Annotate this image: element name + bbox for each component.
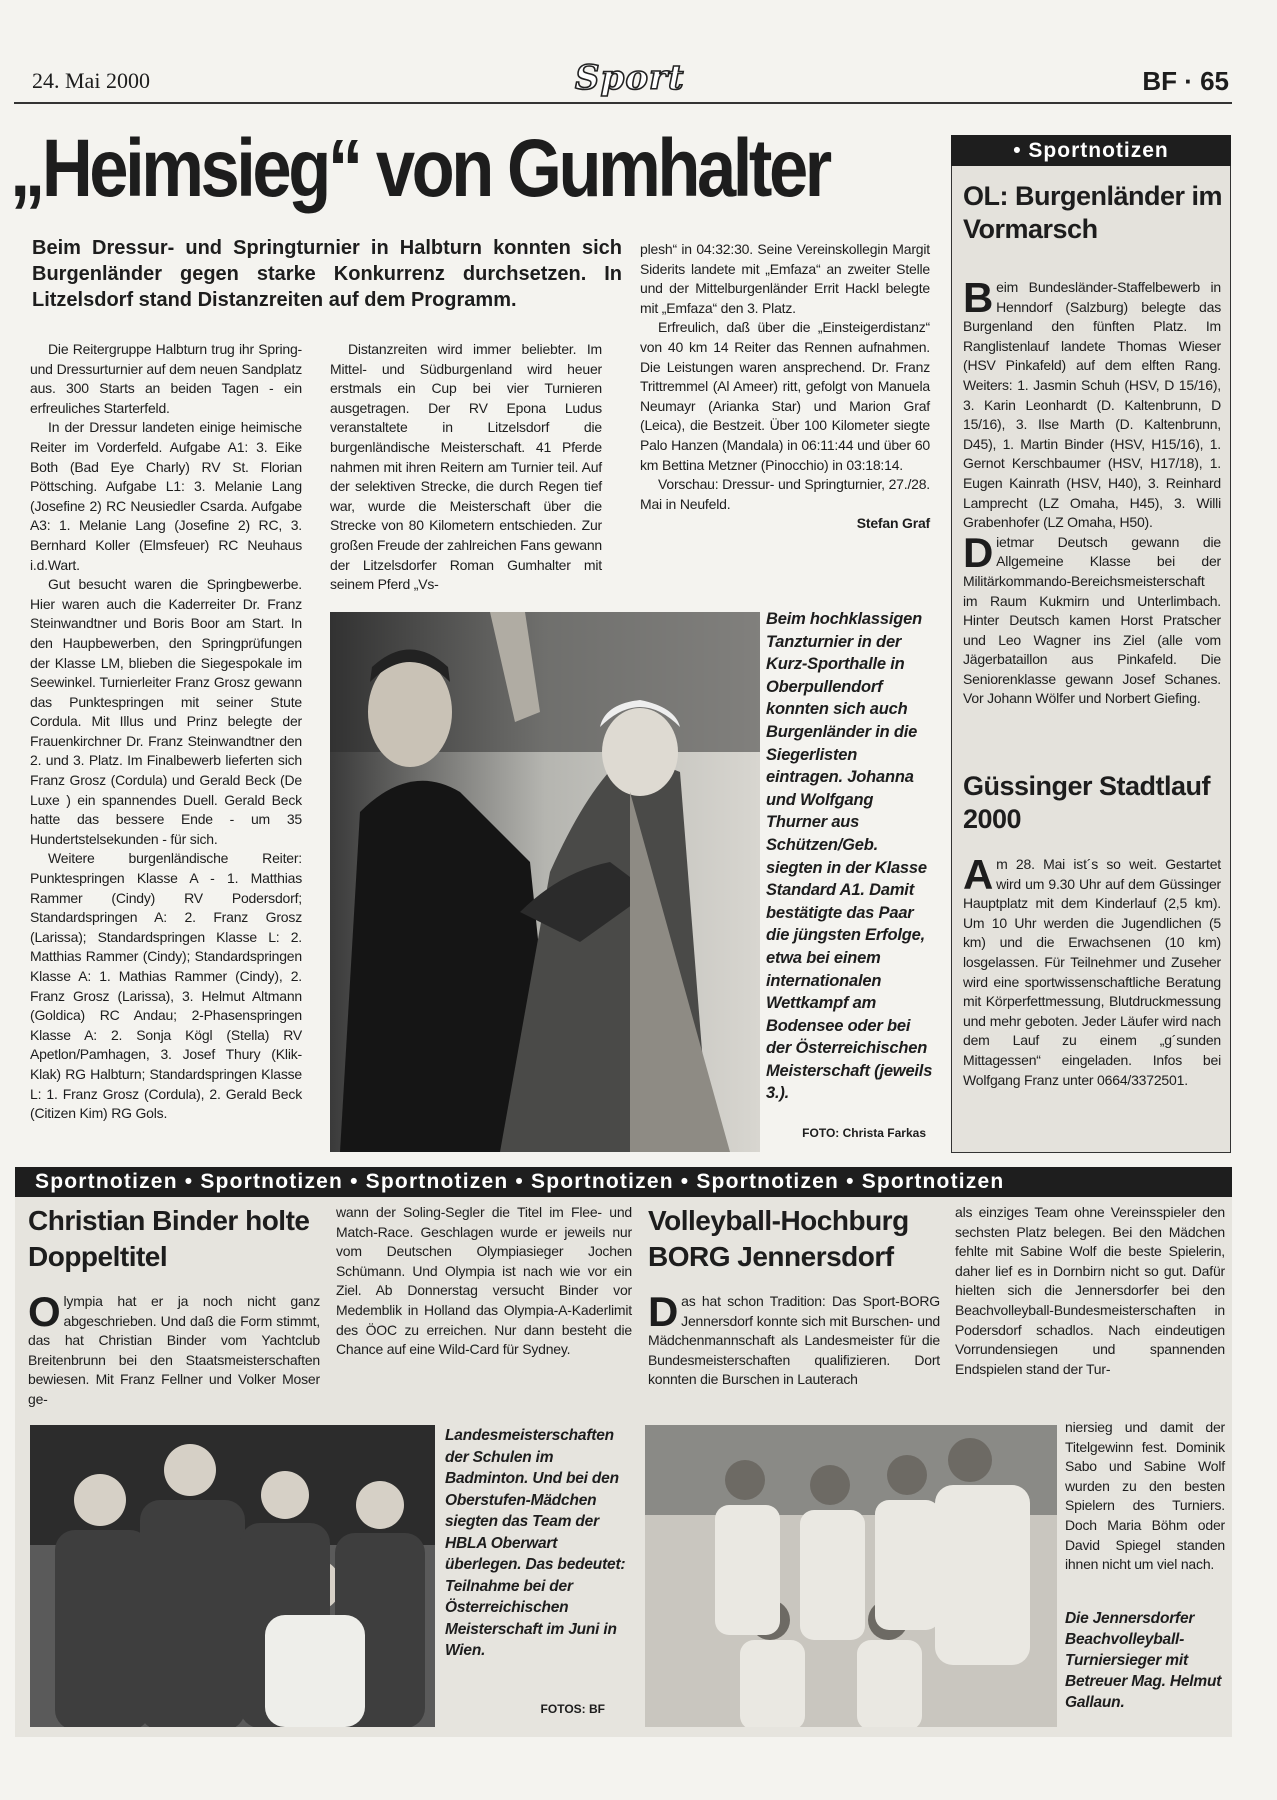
- volleyball-text-1: Das hat schon Tradition: Das Sport-BORG Jennersdorf konnte sich mit Burschen- und Mädchenmannschaft als Landesmeister für die Bundesmeisterschaften qualifizieren. Dort konnten die Burschen in Lauterach: [648, 1288, 940, 1388]
- volleyball-text-2: als einziges Team ohne Vereinsspieler den sechsten Platz belegen. Bei den Mädchen fehlte mit Sabine Wolf die beste Spielerin, daher lief es in Dornbirn nicht so gut. Dafür hielten sich die Jennersdorfer bei den Beachvolleyball-Bundesmeisterschaften in Podersdorf schadlos. Nach eindeutigen Vorrundensiegen und spannenden Endspielen stand der Tur-: [955, 1204, 1225, 1377]
- drop-cap: B: [963, 274, 994, 321]
- header-rule: [14, 102, 1232, 104]
- volleyball-caption: Die Jennersdorfer Beachvolleyball-Turniersieger mit Betreuer Mag. Helmut Gallaun.: [1065, 1610, 1222, 1711]
- section-title: Sport: [575, 58, 685, 98]
- drop-cap: D: [648, 1288, 679, 1335]
- badminton-photo: [30, 1425, 435, 1727]
- volleyball-text-3: niersieg und damit der Titelgewinn fest. Dominik Sabo und Sabine Wolf wurden zu den besten Spielern des Turniers. Doch Maria Böhm oder David Spiegel standen ihnen nicht um viel nach.: [1065, 1419, 1225, 1573]
- binder-text-1: Olympia hat er ja noch nicht ganz abgeschrieben. Und daß die Form stimmt, das hat Christian Binder vom Yachtclub Breitenbrunn bei den Staatsmeisterschaften bewiesen. Mit Franz Fellner und Volker Moser ge-: [28, 1288, 320, 1407]
- main-headline: „Heimsieg“ von Gumhalter: [10, 123, 829, 214]
- byline: Stefan Graf: [856, 515, 930, 532]
- paragraph: Vorschau: Dressur- und Springturnier, 27./28. Mai in Neufeld.: [640, 476, 930, 512]
- paragraph: Die Reitergruppe Halbturn trug ihr Spring- und Dressurturnier auf dem neuen Sandplatz aus. 300 Starts an beiden Tagen - ein erfreuliches Starterfeld.: [30, 341, 302, 416]
- paragraph: plesh“ in 04:32:30. Seine Vereinskollegin Margit Siderits landete mit „Emfaza“ an zweiter Stelle und der Mittelburgenländer Errit Hackl belegte mit „Emfaza“ den 3. Platz.: [640, 241, 930, 316]
- sportnotizen-header: • Sportnotizen: [951, 135, 1231, 166]
- story1-text-2: Dietmar Deutsch gewann die Allgemeine Klasse bei der Militärkommando-Bereichsmeisterschaft im Raum Kukmirn und Unterlimbach. Hinter Deutsch kamen Horst Pratscher und Leo Wagner ins Ziel (alle vom Jägerbataillon aus Pinkafeld. Die Seniorenklasse gewann Josef Schanes. Vor Johann Wölfer und Norbert Giefing.: [963, 528, 1221, 707]
- drop-cap: O: [28, 1288, 61, 1335]
- sidebar-story2-title: Güssinger Stadtlauf 2000: [963, 771, 1211, 834]
- sidebar-story1-body: [963, 274, 1221, 709]
- sidebar-story1-title: OL: Burgenländer im Vormarsch: [963, 181, 1223, 244]
- article-column-3: [640, 240, 930, 534]
- binder-title: Christian Binder holte Doppeltitel: [28, 1205, 310, 1272]
- dance-photo-caption: Beim hochklassigen Tanzturnier in der Kurz-Sporthalle in Oberpullendorf konnten sich auch Burgenländer in die Siegerlisten eintragen. Johanna und Wolfgang Thurner aus Schützen/Geb. siegten in der Klasse Standard A1. Damit bestätigte das Paar die jüngsten Erfolge, etwa bei einem internationalen Wettkampf am Bodensee oder bei der Österreichischen Meisterschaft (jeweils 3.).: [766, 610, 933, 1103]
- volleyball-title: Volleyball-Hochburg BORG Jennersdorf: [648, 1205, 909, 1272]
- sportnotizen-bar: Sportnotizen • Sportnotizen • Sportnotizen • Sportnotizen • Sportnotizen • Sportnotizen: [15, 1167, 1232, 1197]
- drop-cap: D: [963, 528, 994, 576]
- dance-photo-credit: FOTO: Christa Farkas: [802, 1126, 926, 1140]
- paragraph: Weitere burgenländische Reiter: Punktespringen Klasse A - 1. Matthias Rammer (Cindy) RV Podersdorf; Standardspringen A: 2. Franz Grosz (Larissa); Standardspringen Klasse L: 2. Matthias Rammer (Cindy); Standardspringen Klasse A: 1. Mathias Rammer (Cindy), 2. Franz Grosz (Larissa), 3. Helmut Altmann (Goldica) RC Andau; 2-Phasenspringen Klasse A: 2. Sonja Kögl (Stella) RV Apetlon/Pamhagen, 3. Josef Thury (Klik-Klak) RG Halbturn; Standardspringen Klasse L: 1. Franz Grosz (Cordula), 2. Gerald Beck (Citizen Kim) RG Gols.: [30, 850, 302, 1122]
- paragraph: In der Dressur landeten einige heimische Reiter im Vorderfeld. Aufgabe A1: 3. Eike Both (Bad Eye Charly) RV St. Florian Pöttsching. Aufgabe L1: 3. Melanie Lang (Josefine 2) RC Neusiedler Csarda. Aufgabe A3: 1. Melanie Lang (Josefine 2) RC, 3. Bernhard Koller (Elmsfeuer) RC Neuhaus i.d.Wart.: [30, 419, 302, 573]
- binder-text-2: wann der Soling-Segler die Titel im Flee- und Match-Race. Geschlagen wurde er jeweils nur vom Deutschen Olympiasieger Jochen Schümann. Und Olympia ist nach wie vor ein Ziel. Ab Donnerstag versucht Binder vor Medemblik in Holland das Olympia-A-Kaderlimit des ÖOC zu erreichen. Nur dann besteht die Chance auf eine Wild-Card für Sydney.: [336, 1204, 632, 1358]
- paragraph: Gut besucht waren die Springbewerbe. Hier waren auch die Kaderreiter Dr. Franz Steinwandtner und Boris Boor am Start. In den Haupbewerben, den Springprüfungen der Klasse LM, blieben die Siegespokale im Seewinkel. Turnierleiter Franz Grosz gewann das Punktespringen mit seiner Stute Cordula. Mit Illus und Prinz belegte der Frauenkirchner Dr. Franz Steinwandtner den 2. und 3. Platz. Im Finalbewerb lieferten sich Franz Grosz (Cordula) und Gerald Beck (De Luxe ) ein spannendes Duell. Gerald Beck hatte das bessere Ende - um 35 Hundertstelsekunden - für sich.: [30, 576, 302, 847]
- paragraph: Erfreulich, daß über die „Einsteigerdistanz“ von 40 km 14 Reiter das Rennen aufnahmen. Die Leistungen waren ansprechend. Dr. Franz Trittremmel (Al Ameer) ritt, gefolgt von Manuela Neumayr (Arianka Star) und Marion Graf (Leica), die Bestzeit. Über 100 Kilometer siegte Palo Hanzen (Mandala) in 06:11:44 und über 60 km Bettina Metzner (Pinocchio) in 03:18:14.: [640, 319, 930, 473]
- main-deck: Beim Dressur- und Springturnier in Halbturn konnten sich Burgenländer gegen starke Konkurrenz durchsetzen. In Litzelsdorf stand Distanzreiten auf dem Programm.: [32, 237, 622, 311]
- sidebar-story2-body: Am 28. Mai ist´s so weit. Gestartet wird um 9.30 Uhr auf dem Güssinger Hauptplatz mit dem Kinderlauf (2,5 km). Um 10 Uhr werden die Jugendlichen (5 km) und die Erwachsenen (10 km) losgelassen. Für Teilnehmer und Zuseher wird eine sportwissenschaftliche Beratung mit Körperfettmessung, Blutdruckmessung und mehr geboten. Jeder Läufer wird nach dem Lauf zu einem „g´sunden Mittagessen“ eingeladen. Infos bei Wolfgang Franz unter 0664/3372501.: [963, 851, 1221, 1088]
- article-column-2: [330, 340, 602, 595]
- dance-photo: [330, 612, 760, 1152]
- page-number: BF · 65: [1142, 66, 1229, 96]
- issue-date: 24. Mai 2000: [32, 68, 150, 93]
- badminton-credit: FOTOS: BF: [540, 1702, 605, 1716]
- volleyball-photo: [645, 1425, 1057, 1727]
- badminton-caption: Landesmeisterschaften der Schulen im Badminton. Und bei den Oberstufen-Mädchen siegten das Team der HBLA Oberwart überlegen. Das bedeutet: Teilnahme bei der Österreichischen Meisterschaft im Juni in Wien.: [445, 1427, 626, 1659]
- story1-text-1: Beim Bundesländer-Staffelbewerb in Henndorf (Salzburg) belegte das Burgenland den fünften Platz. Im Ranglistenlauf landete Thomas Wieser (HSV Pinkafeld) auf dem elften Rang. Weiters: 1. Jasmin Schuh (HSV, D 15/16), 3. Karin Leonhardt (D. Kaltenbrunn, D 15/16), 3. Ilse Marth (D. Kaltenbrunn, D45), 1. Martin Binder (HSV, H15/16), 1. Gernot Kerschbaumer (HSV, H17/18), 1. Eugen Kainrath (HSV, H40), 3. Reinhard Lamprecht (LZ Omaha, H45), 3. Willi Grabenhofer (LZ Omaha, H50).: [963, 274, 1221, 531]
- article-column-1: [30, 340, 302, 1124]
- drop-cap: A: [963, 851, 994, 898]
- paragraph: Distanzreiten wird immer beliebter. Im Mittel- und Südburgenland wird heuer erstmals ein Cup bei vier Turnieren ausgetragen. Der RV Epona Ludus veranstaltete in Litzelsdorf die burgenländische Meisterschaft. 41 Pferde nahmen mit ihren Reitern am Turnier teil. Auf der selektiven Strecke, die durch Regen tief war, wurde die Meisterschaft über die Strecke von 80 Kilometern entschieden. Zur großen Freude der zahlreichen Fans gewann der Litzelsdorfer Roman Gumhalter mit seinem Pferd „Vs-: [330, 341, 602, 593]
